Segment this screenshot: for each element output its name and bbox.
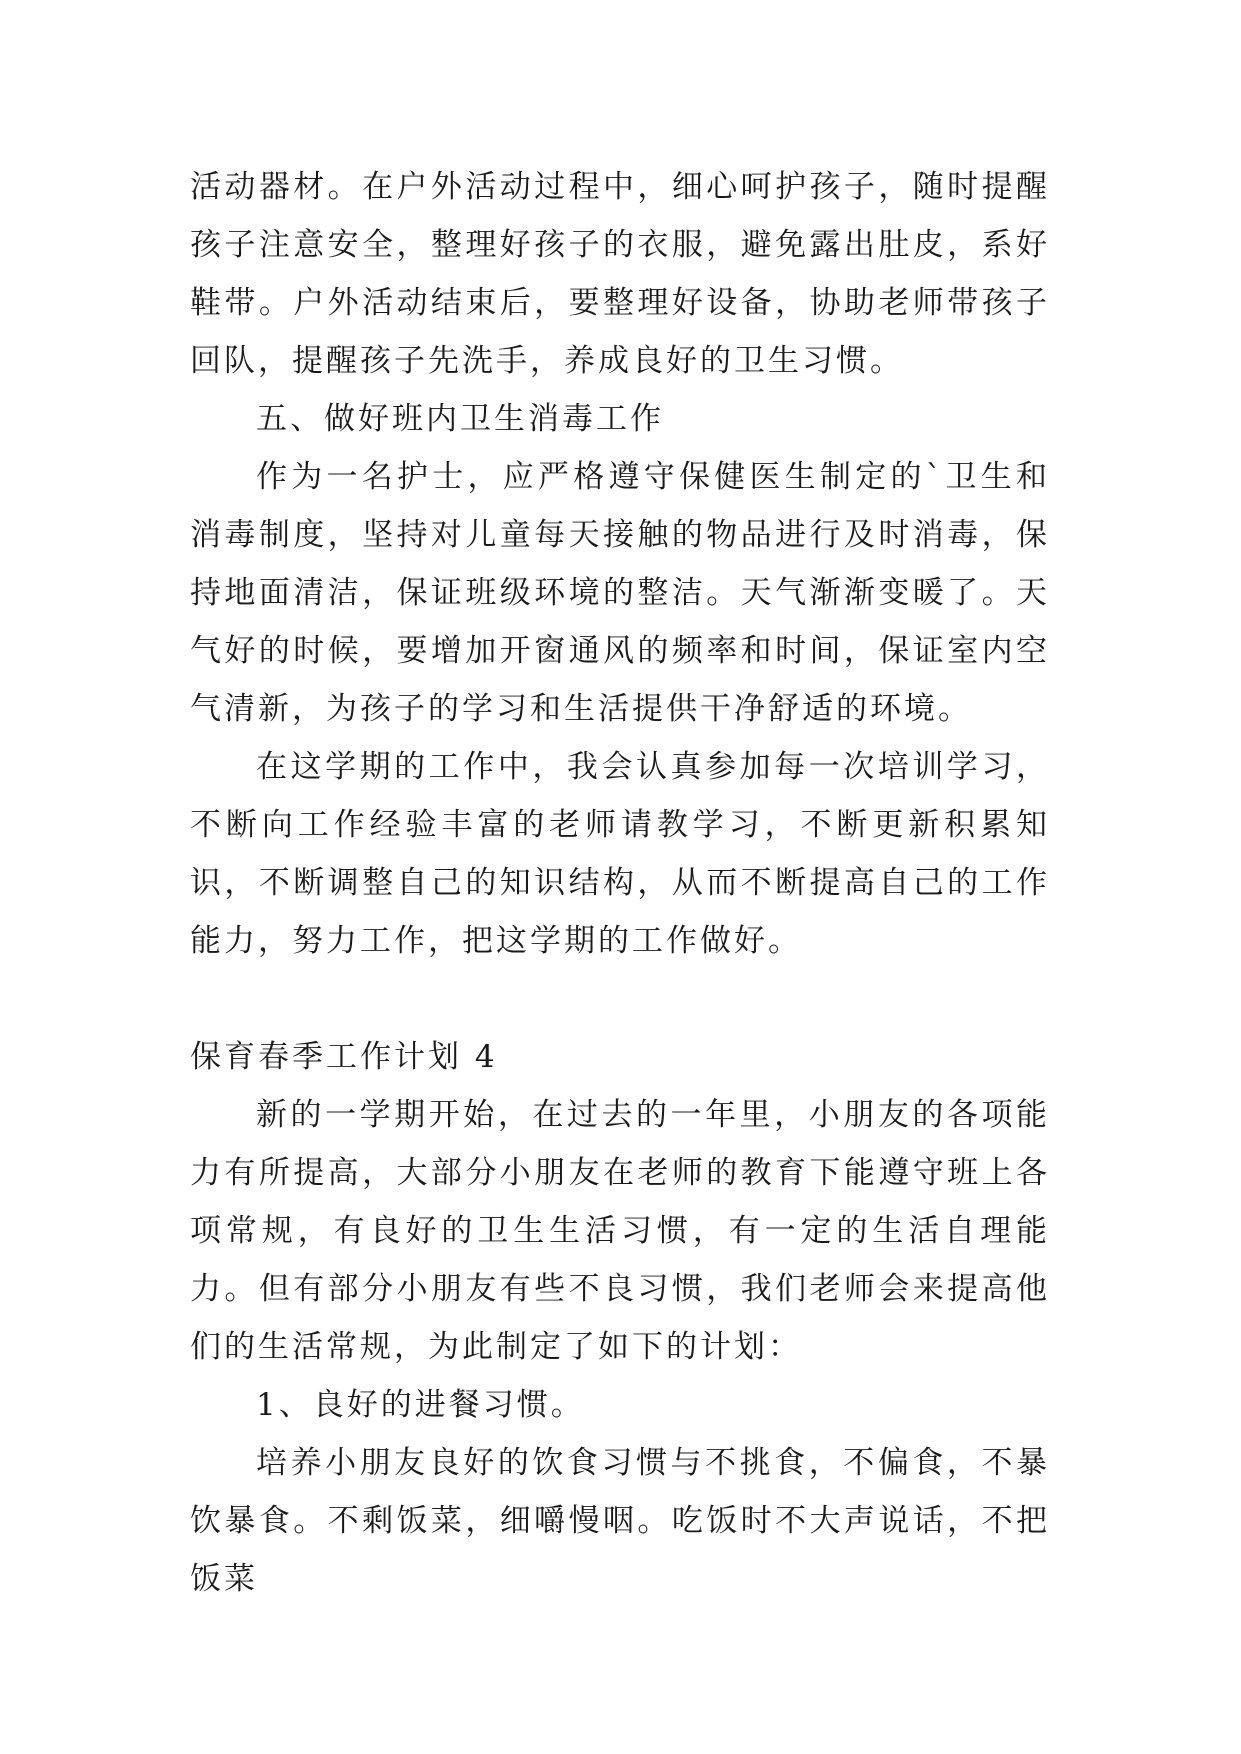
paragraph-diet: 培养小朋友良好的饮食习惯与不挑食，不偏食，不暴饮暴食。不剩饭菜，细嚼慢咽。吃饭时不大声说话，不把饭菜 [190, 1445, 1050, 1597]
paragraph-disinfection: 作为一名护士，应严格遵守保健医生制定的`卫生和消毒制度，坚持对儿童每天接触的物品进行及时消毒，保持地面清洁，保证班级环境的整洁。天气渐渐变暖了。天气好的时候，要增加开窗通风的频率和时间，保证室内空气清新，为孩子的学习和生活提供干净舒适的环境。 [190, 459, 1050, 727]
list-item-eating-habits: 1、良好的进餐习惯。 [256, 1387, 585, 1423]
paragraph-training: 在这学期的工作中，我会认真参加每一次培训学习，不断向工作经验丰富的老师请教学习，不断更新积累知识，不断调整自己的知识结构，从而不断提高自己的工作能力，努力工作，把这学期的工作做好。 [190, 749, 1050, 959]
heading-section-five: 五、做好班内卫生消毒工作 [256, 401, 664, 437]
paragraph-outdoor-activity: 活动器材。在户外活动过程中，细心呵护孩子，随时提醒孩子注意安全，整理好孩子的衣服，避免露出肚皮，系好鞋带。户外活动结束后，要整理好设备，协助老师带孩子回队，提醒孩子先洗手，养成良好的卫生习惯。 [190, 169, 1050, 379]
section-title-plan-4: 保育春季工作计划 4 [190, 1039, 498, 1075]
document-body [190, 158, 1050, 1608]
paragraph-new-semester: 新的一学期开始，在过去的一年里，小朋友的各项能力有所提高，大部分小朋友在老师的教育下能遵守班上各项常规，有良好的卫生生活习惯，有一定的生活自理能力。但有部分小朋友有些不良习惯，我们老师会来提高他们的生活常规，为此制定了如下的计划： [190, 1097, 1050, 1365]
